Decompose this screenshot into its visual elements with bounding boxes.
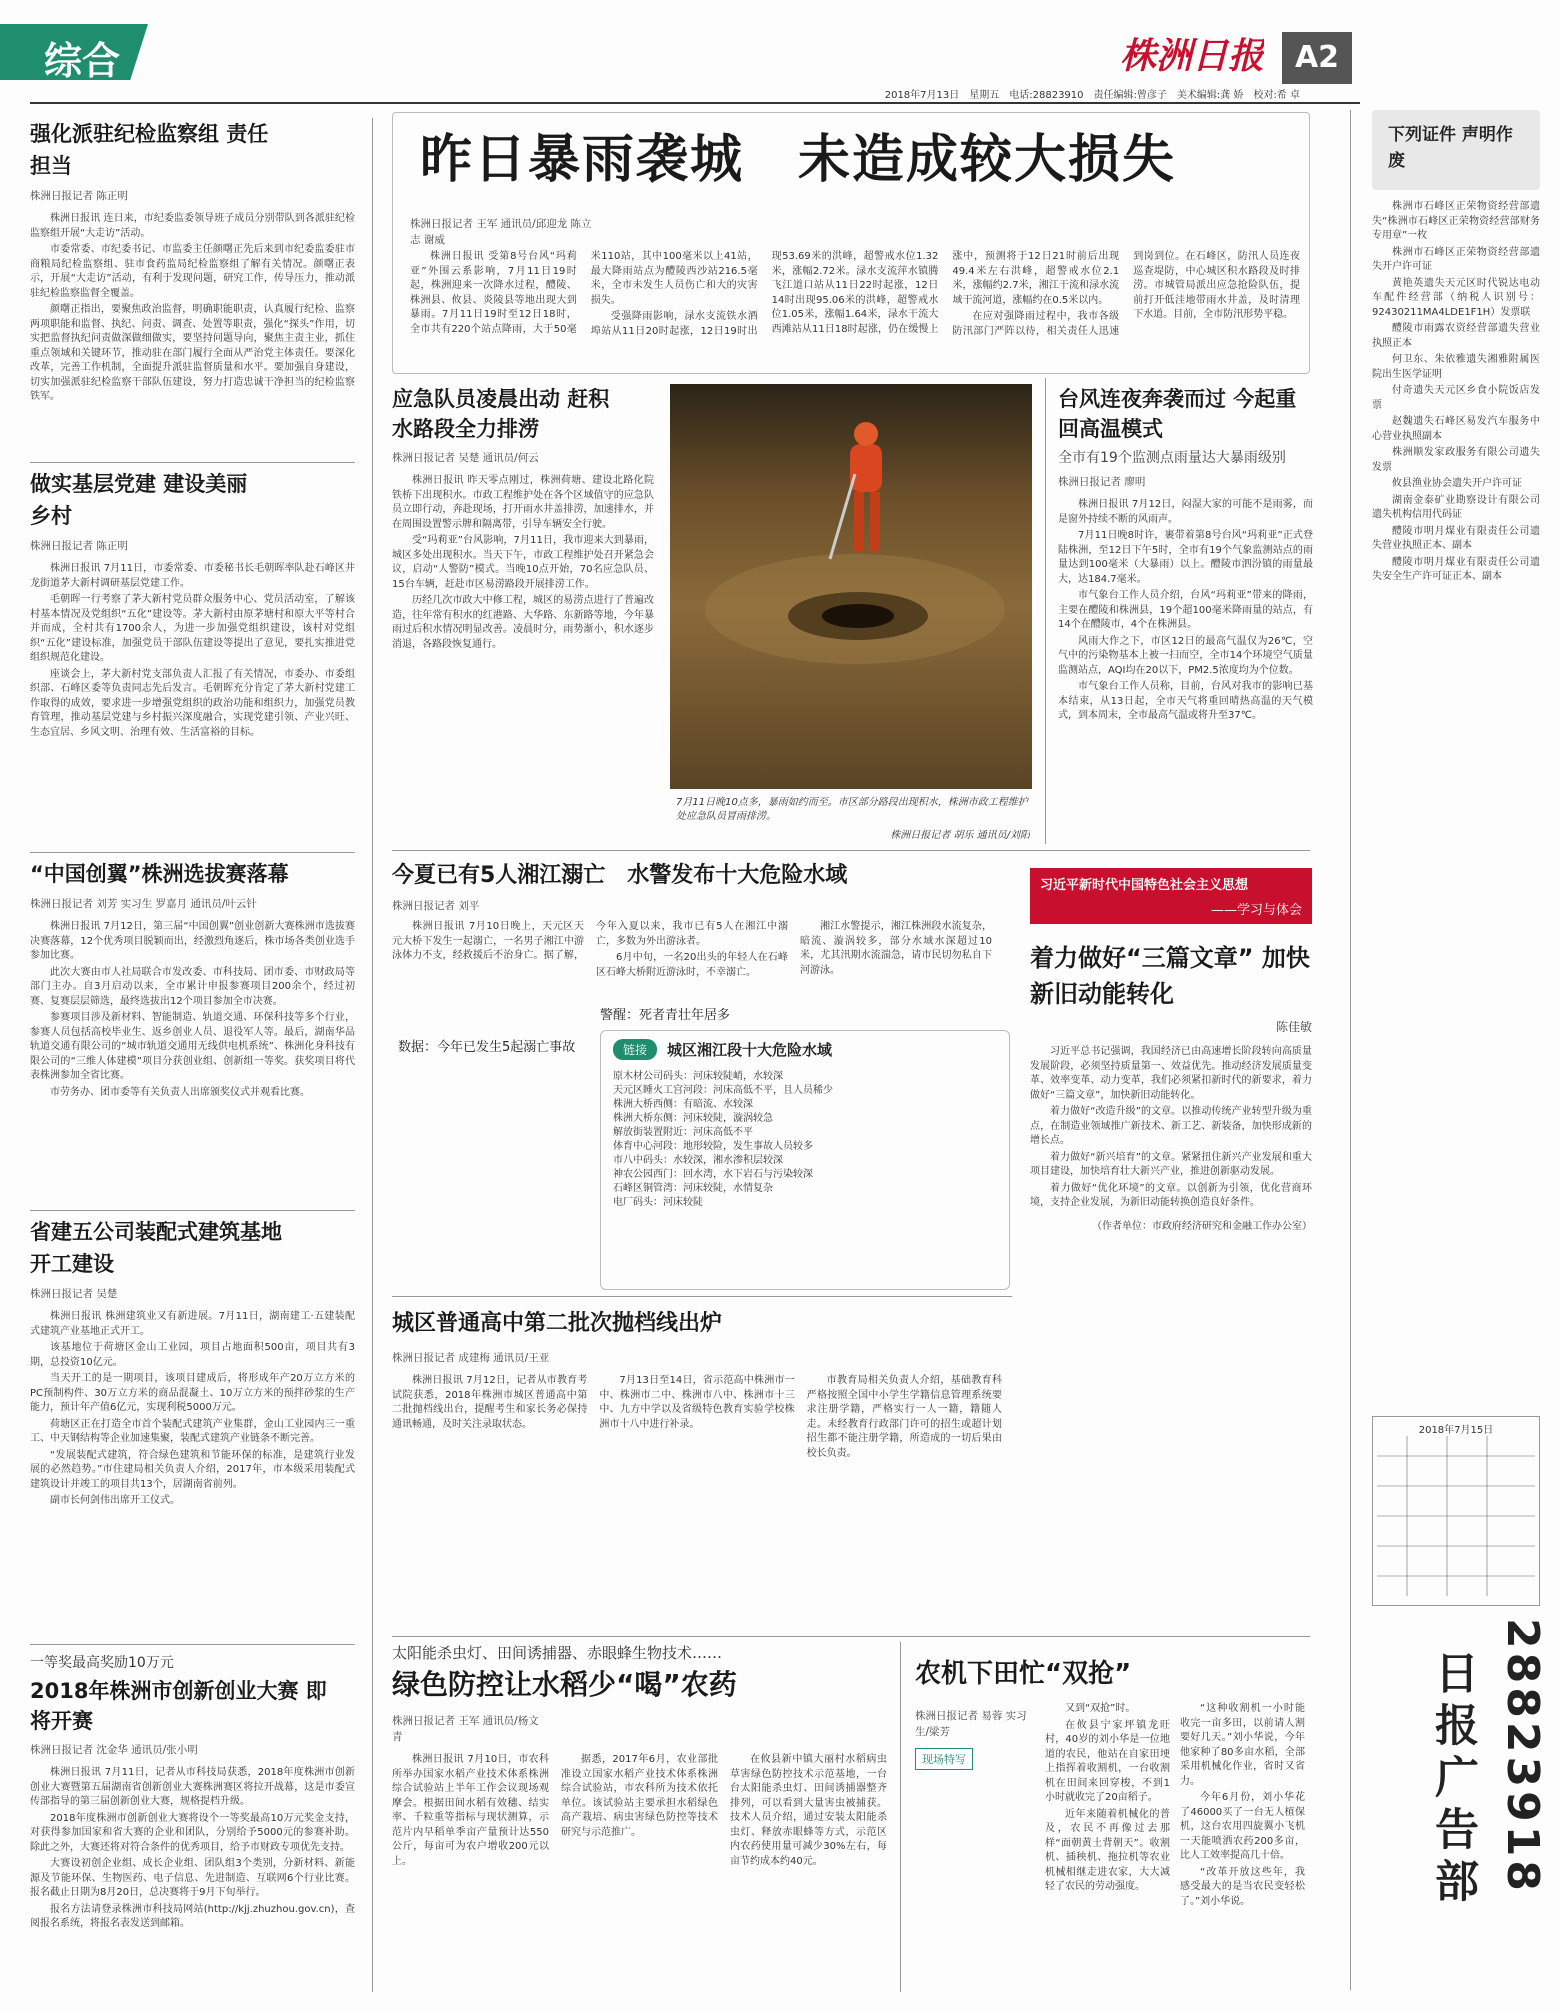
list-item: 株洲大桥西侧：有暗流、水较深 (613, 1099, 753, 1110)
paragraph: 6月中旬，一名20出头的年轻人在石峰区石峰大桥附近游泳时，不幸溺亡。 (596, 952, 788, 978)
column-divider (1045, 378, 1046, 844)
divider (392, 1636, 1310, 1637)
byline: 株洲日报记者 陈正明 (30, 190, 128, 202)
article-startup-contest (30, 1652, 355, 1992)
paragraph: 受“玛莉亚”台风影响，7月11日，我市迎来大到暴雨，城区多处出现积水。当天下午，市政工程维护处召开紧急会议，启动“人警防”模式。当晚10点开始，70名应急队员、15台车辆，赶赴市区易涝路段开展排涝工作。 (392, 535, 654, 590)
notice-item: 湖南金泰矿业勘察设计有限公司遗失机构信用代码证 (1372, 494, 1540, 520)
paragraph: 在攸县宁家坪镇龙旺村，40岁的刘小华是一位地道的农民，他站在自家田埂上指挥着收割机，一台收割机在田间来回穿梭，不到1小时就收完了20亩稻子。 (1045, 1719, 1170, 1803)
notice-item: 黄艳英遗失天元区时代锐达电动车配件经营部（纳税人识别号：92430211MA4LDE1F1H）发票联 (1372, 277, 1540, 318)
paragraph: 株洲日报讯 株洲建筑业又有新进展。7月11日，湖南建工·五建装配式建筑产业基地正式开工。 (30, 1311, 355, 1337)
paragraph: 风雨大作之下，市区12日的最高气温仅为26℃，空气中的污染物基本上被一扫而空，全市14个环境空气质量监测站点，AQI均在20以下，PM2.5浓度均为个位数。 (1058, 635, 1313, 676)
headline: 2018年株洲市创新创业大赛 即将开赛 (30, 1679, 327, 1733)
link-badge: 链接 (613, 1039, 657, 1060)
green-body (392, 1753, 887, 1963)
headline: 省建五公司装配式建筑基地 开工建设 (30, 1220, 282, 1276)
dateline: 2018年7月13日 星期五 电话:28823910 责任编辑:曾彦子 美术编辑:龚 娇 校对:希 卓 (884, 90, 1300, 101)
drowning-warning: 警醒：死者青壮年居多 (600, 1008, 731, 1023)
paragraph: 7月11日晚8时许，裹带着第8号台风“玛莉亚”正式登陆株洲，至12日下午5时，全市有19个气象监测站点的雨量达到100毫米（大暴雨）以上。醴陵市泗汾镇的雨量最大，达184.7毫米。 (1058, 530, 1313, 585)
article-prefab-base (30, 1216, 355, 1641)
kicker: 一等奖最高奖励10万元 (30, 1655, 174, 1671)
article-farm (915, 1642, 1310, 1992)
article-school (392, 1300, 1012, 1630)
paragraph: 株洲日报讯 7月12日，第三届“中国创翼”创业创新大赛株洲市选拔赛决赛落幕，12个优秀项目脱颖而出，经激烈角逐后，株市场各类创业选手参加比赛。 (30, 921, 355, 961)
link-title: 城区湘江段十大危险水域 (667, 1041, 833, 1059)
paragraph: 市委常委、市纪委书记、市监委主任颜曙正先后来到市纪委监委驻市商粮局纪检监察组、驻市食药监局纪检监察组了解有关情况。颜曙正表示，开展“大走访”活动，有利于发现问题，研究工作，传导压力，推动派驻纪检监察监督全覆盖。 (30, 244, 355, 299)
column-divider (1350, 110, 1351, 1990)
list-item: 天元区睡火工宫河段：河床高低不平，且人员稀少 (613, 1085, 833, 1096)
drowning-subhead: 数据：今年已发生5起溺亡事故 (398, 1040, 576, 1055)
paragraph: 市教育局相关负责人介绍，基础教育科严格按照全国中小学生学籍信息管理系统要求注册学籍，严格实行一人一籍，籍随人走。未经教育行政部门许可的招生或超计划招生都不能注册学籍，所造成的一切后果由校长负责。 (806, 1375, 1002, 1459)
notice-item: 醴陵市明月煤业有限责任公司遗失安全生产许可证正本、副本 (1372, 556, 1540, 582)
paragraph: 株洲日报讯 连日来，市纪委监委领导班子成员分别带队到各派驻纪检监察组开展“大走访”活动。 (30, 213, 355, 239)
divider (30, 1644, 355, 1645)
headline: 应急队员凌晨出动 赶积水路段全力排涝 (392, 387, 610, 441)
paragraph: 株洲日报讯 7月10日，市农科所举办国家水稻产业技术体系株洲综合试验站上半年工作会议现场观摩会。根据田间水稻有效穗、结实率、千粒重等指标与现状测算，示范片内早稻单季亩产量预计达550公斤，每亩可为农户增收200元以上。 (392, 1754, 549, 1867)
paragraph: 市劳务办、团市委等有关负责人出席颁奖仪式并观看比赛。 (50, 1086, 310, 1098)
article-rural-party (30, 468, 355, 848)
kicker: 太阳能杀虫灯、田间诱捕器、赤眼蜂生物技术…… (392, 1644, 723, 1662)
paragraph: 株洲日报讯 7月11日，市委常委、市委秘书长毛朝晖率队赴石峰区井龙街道茅大新村调研基层党建工作。 (30, 563, 355, 589)
article-party-supervision (30, 118, 355, 458)
paragraph: “这种收割机一小时能收完一亩多田，以前请人割要好几天。”刘小华说，今年他家种了80多亩水稻，全部采用机械化作业，省时又省力。 (1180, 1703, 1305, 1787)
paragraph: 在应对强降雨过程中，我市各级防汛部门严阵以待，相关责任人迅速到岗到位。在石峰区，防汛人员连夜巡查堤防，中心城区积水路段及时排涝。市城管局派出应急抢险队伍，提前打开低洼地带雨水井盖，及时清理下水道。目前，全市防汛形势平稳。 (952, 251, 1300, 337)
paragraph: “发展装配式建筑，符合绿色建筑和节能环保的标准，是建筑行业发展的必然趋势。”市住建局相关负责人介绍，2017年，市本级采用装配式建筑设计并竣工的项目共13个，居湖南省前列。 (30, 1449, 355, 1490)
byline: 株洲日报记者 易蓉 实习生/梁芳 (915, 1710, 1027, 1738)
list-item: 电厂码头：河床较陡 (613, 1197, 703, 1208)
paragraph: 毛朝晖一行考察了茅大新村党员群众服务中心、党员活动室，了解该村基本情况及党组织“五化”建设等。茅大新村由原茅塘村和原大平等村合并而成，全村共有1700余人，为进一步加强党组织建设，该村对党组织“五化”建设标准，加强党员干部队伍建设等提出了意见，要扎实推进党组织规范化建设。 (30, 594, 355, 663)
list-item: 石峰区铜管湾：河床较陡，水情复杂 (613, 1183, 773, 1194)
notice-item: 株洲顺发家政服务有限公司遗失发票 (1372, 447, 1540, 473)
author-note: （作者单位：市政府经济研究和金融工作办公室） (1092, 1220, 1312, 1232)
paragraph: 株洲日报讯 7月12日，记者从市教育考试院获悉，2018年株洲市城区普通高中第二批抛档线出台，提醒考生和家长务必保持通讯畅通，及时关注录取状态。 (392, 1375, 588, 1430)
divider (392, 850, 1310, 851)
headline: 强化派驻纪检监察组 责任担当 (30, 122, 269, 178)
byline: 株洲日报记者 王军 通讯员/杨文青 (392, 1715, 539, 1743)
notice-item: 赵魏遗失石峰区易发汽车服务中心营业执照副本 (1372, 416, 1540, 442)
paragraph: 该基地位于荷塘区金山工业园，项目占地面积500亩，项目共有3期，总投资10亿元。 (30, 1342, 355, 1368)
divider (30, 852, 355, 853)
list-item: 原木材公司码头：河床较陡峭，水较深 (613, 1071, 783, 1082)
notice-item: 攸县渔业协会遗失开户许可证 (1392, 478, 1522, 489)
danger-list (613, 1070, 997, 1210)
masthead-rule (30, 102, 1360, 104)
headline: “中国创翼”株洲选拔赛落幕 (30, 862, 289, 886)
flood-photo-illustration (670, 384, 1032, 789)
notice-item: 株洲市石峰区正荣物资经营部遗失“株洲市石峰区正荣物资经营部财务专用章”一枚 (1372, 201, 1540, 241)
divider (30, 1210, 355, 1211)
byline: 株洲日报记者 陈正明 (30, 540, 128, 552)
byline: 株洲日报记者 刘芳 实习生 罗嘉月 通讯员/叶云针 (30, 898, 257, 910)
paragraph: 在攸县新中镇大丽村水稻病虫草害绿色防控技术示范基地，一台台太阳能杀虫灯、田间诱捕器整齐排列，可以看到大量害虫被捕获。技术人员介绍，通过安装太阳能杀虫灯、释放赤眼蜂等方式，示范区内农药使用量可减少30%左右，每亩节约成本约40元。 (730, 1754, 887, 1867)
page-number: A2 (1282, 32, 1352, 84)
paragraph: 株洲日报讯 7月10日晚上，天元区天元大桥下发生一起溺亡，一名男子湘江中游泳体力不支，经救援后不治身亡。据了解，今年入夏以来，我市已有5人在湘江中溺亡，多数为外出游泳者。 (392, 921, 788, 961)
article-green-control (392, 1642, 892, 1992)
list-item: 市八中码头：水较深，湘水渗积层较深 (613, 1155, 783, 1166)
banner-title: 习近平新时代中国特色社会主义思想 (1040, 878, 1249, 893)
paragraph: 着力做好“新兴培育”的文章。紧紧扭住新兴产业发展和重大项目建设，加快培育壮大新兴产业，推进创新驱动发展。 (1030, 1151, 1312, 1177)
paragraph: 据悉，2017年6月，农业部批准设立国家水稻产业技术体系株洲综合试验站，市农科所为技术依托单位。该试验站主要承担水稻绿色高产栽培、病虫害绿色防控等技术研究与示范推广。 (561, 1754, 718, 1838)
notice-footer-date: 2018年7月15日 (1418, 1425, 1494, 1436)
paragraph: 湘江水警提示，湘江株洲段水流复杂，暗流、漩涡较多，部分水域水深超过10米，尤其汛期水流湍急，请市民切勿私自下河游泳。 (800, 921, 992, 976)
paragraph: 历经几次市政大中修工程，城区的易涝点进行了普遍改造，往年常有积水的红港路、大华路、东新路等地，今年暴雨过后积水情况明显改善。凌晨时分，雨势渐小，积水逐步消退，各路段恢复通行。 (392, 595, 654, 650)
paragraph: 7月13日至14日，省示范高中株洲市一中、株洲市二中、株洲市八中、株洲市十三中、九方中学以及省级特色教育实验学校株洲市十八中进行补录。 (599, 1375, 795, 1430)
photo-credit: 株洲日报记者 胡乐 通讯员/刘阳 (890, 830, 1030, 841)
byline: 株洲日报记者 成建梅 通讯员/王亚 (392, 1352, 550, 1364)
farm-body (1045, 1702, 1305, 1962)
byline: 株洲日报记者 沈金华 通讯员/张小明 (30, 1744, 198, 1756)
list-item: 体育中心河段：地形较险，发生事故人员较多 (613, 1141, 813, 1152)
paragraph: “改革开放这些年，我感受最大的是当农民变轻松了。”刘小华说。 (1180, 1866, 1305, 1907)
list-item: 株洲大桥东侧：河床较陡，漩涡较急 (613, 1113, 773, 1124)
lead-byline: 株洲日报记者 王军 通讯员/邱迎龙 陈立志 谢威 (410, 218, 592, 246)
article-innovation-contest (30, 858, 355, 1208)
school-body (392, 1374, 1002, 1574)
notice-item: 株洲市石峰区正荣物资经营部遗失开户许可证 (1372, 246, 1540, 272)
byline: 株洲日报记者 廖明 (1058, 476, 1146, 488)
divider (392, 1296, 1012, 1297)
paragraph: 着力做好“改造升级”的文章。以推动传统产业转型升级为重点，在制造业领域推广新技术、新工艺、新装备，加快形成新的增长点。 (1030, 1106, 1312, 1146)
paragraph: 大赛设初创企业组、成长企业组、团队组3个类别，分新材料、新能源及节能环保、生物医药、电子信息、先进制造、互联网6个行业比赛。报名截止日期为8月20日，总决赛将于9月下旬举行。 (30, 1858, 355, 1898)
paragraph: 报名方法请登录株洲市科技局网站(http://kjj.zhuzhou.gov.cn)，查阅报名系统，将报名表发送到邮箱。 (30, 1903, 355, 1929)
paragraph: 株洲日报讯 7月11日，记者从市科技局获悉，2018年度株洲市创新创业大赛暨第五届湖南省创新创业大赛株洲赛区将拉开战幕，这是市委宣传部指导的第三届创新创业大赛，规格提档升级。 (30, 1767, 355, 1807)
ad-dept-vertical: 日报广告部 (1427, 1650, 1478, 1910)
paragraph: 市气象台工作人员介绍，台风“玛莉亚”带来的降雨，主要在醴陵和株洲县，19个超100毫米降雨量的站点，有14个在醴陵市，4个在株洲县。 (1058, 590, 1313, 630)
divider (30, 462, 355, 463)
notice-item: 何卫东、朱依雅遗失湘雅附属医院出生医学证明 (1372, 354, 1540, 380)
subheadline: 全市有19个监测点雨量达大暴雨级别 (1058, 450, 1286, 466)
paragraph: 近年来随着机械化的普及，农民不再像过去那样“面朝黄土背朝天”。收割机、插秧机、拖拉机等农业机械相继走进农家，大大减轻了农民的劳动强度。 (1045, 1808, 1170, 1892)
paragraph: 市气象台工作人员称，目前，台风对我市的影响已基本结束，从13日起，全市天气将重回晴热高温的天气模式，到本周末，全市最高气温或将升至37℃。 (1058, 681, 1313, 721)
notice-title: 下列证件 声明作废 (1388, 125, 1513, 171)
paragraph: 参赛项目涉及新材料、智能制造、轨道交通、环保科技等多个行业，参赛人员包括高校毕业生、返乡创业人员、退役军人等。最后，湖南华品轨道交通有限公司的“城市轨道交通用无线供电机系统”、株洲化身科技有限公司的“三维人体建模”项目分获创业组、创新组一等奖。获奖项目将代表株洲参加全省比赛。 (30, 1012, 355, 1081)
flood-photo (670, 384, 1032, 789)
column-banner (1030, 868, 1312, 924)
byline: 株洲日报记者 吴楚 (30, 1288, 118, 1300)
headline: 今夏已有5人湘江溺亡 水警发布十大危险水域 (392, 863, 848, 888)
badge (915, 1748, 973, 1770)
calendar-grid (1377, 1436, 1535, 1596)
paragraph: 着力做好“优化环境”的文章。以创新为引领，优化营商环境，支持企业发展，为新旧动能转换创造良好条件。 (1030, 1182, 1312, 1208)
paragraph: 座谈会上，茅大新村党支部负责人汇报了有关情况，市委办、市委组织部、石峰区委等负责同志先后发言。毛朝晖充分肯定了茅大新村党建工作取得的成效，要求进一步增强党组织的政治功能和组织力，加强党员教育管理，推动基层党建与乡村振兴深度融合，实现党建引领、产业兴旺、生态宜居、乡风文明、治理有效、生活富裕的目标。 (30, 668, 355, 738)
notice-item: 醴陵市雨露农资经营部遗失营业执照正本 (1372, 323, 1540, 349)
paragraph: 受强降雨影响，渌水支流铁水酒埠站从11日20时起涨，12日19时出现53.69米的洪峰，超警戒水位1.32米，涨幅2.72米。渌水支流萍水镇腾飞江道口站从11日22时起涨，12日14时出现95.06米的洪峰，超警戒水位1.05米，涨幅1.64米，渌水干流大西滩站从11日18时起涨，仍在缓慢上涨中，预测将于12日21时前后出现49.4米左右洪峰，超警戒水位2.1米，涨幅约2.7米，湘江干流和渌水流域干流河道，涨幅约在0.5米以内。 (590, 251, 1120, 337)
paragraph: 副市长何剑伟出席开工仪式。 (50, 1495, 180, 1506)
lead-body (410, 250, 1300, 366)
paragraph: 今年6月份，刘小华花了46000买了一台无人植保机，这台农用四旋翼小飞机一天能喷洒农药200多亩，比人工效率提高几十倍。 (1180, 1792, 1305, 1861)
headline: 台风连夜奔袭而过 今起重回高温模式 (1058, 387, 1297, 441)
paragraph: 此次大赛由市人社局联合市发改委、市科技局、团市委、市财政局等部门主办。自3月启动以来，全市累计申报参赛项目200余个，经过初赛、复赛层层筛选，最终选拔出12个项目参加全市决赛。 (30, 966, 355, 1007)
article-heat (1058, 378, 1313, 844)
headline: 农机下田忙“双抢” (915, 1659, 1132, 1689)
headline: 城区普通高中第二批次抛档线出炉 (392, 1311, 723, 1336)
author: 陈佳敏 (1275, 1020, 1312, 1034)
ad-phone-vertical: 28823918 (1497, 1618, 1548, 1895)
list-item: 解放街装置附近：河床高低不平 (613, 1127, 753, 1138)
paragraph: 株洲日报讯 受第8号台风“玛莉亚”外围云系影响，7月11日19时起，株洲迎来一次降水过程，醴陵、株洲县、攸县、炎陵县等地出现大到暴雨。7月11日19时至12日18时，全市共有220个站点降雨，大于50毫米110站，其中100毫米以上41站，最大降雨站点为醴陵西沙站216.5毫米，全市未发生人员伤亡和大的灾害损失。 (410, 251, 758, 335)
paragraph: 荷塘区正在打造全市首个装配式建筑产业集群，金山工业园内三一重工、中天钢结构等企业加速集聚，装配式建筑产业链条不断完善。 (30, 1418, 355, 1444)
paragraph: 习近平总书记强调，我国经济已由高速增长阶段转向高质量发展阶段，必须坚持质量第一、效益优先。推动经济发展质量变革、效率变革、动力变革，我们必须紧扣新时代的新要求，着力做好“三篇文章”，加快新旧动能转化。 (1030, 1046, 1312, 1101)
headline: 绿色防控让水稻少“喝”农药 (392, 1668, 737, 1701)
article-column (1030, 930, 1312, 1630)
paragraph: 又到“双抢”时。 (1065, 1703, 1136, 1714)
section-label: 综合 (44, 39, 121, 83)
badge-label: 现场特写 (922, 1753, 966, 1766)
byline: 株洲日报记者 刘平 (392, 900, 480, 912)
paragraph: 2018年度株洲市创新创业大赛将设个一等奖最高10万元奖金支持，对获得参加国家和省大赛的企业和团队，分别给予5000元的参赛补助。除此之外，大赛还将对符合条件的优秀项目，给予市财政专项优先支持。 (30, 1812, 355, 1853)
banner-subtitle: ——学习与体会 (1210, 903, 1302, 918)
list-item: 神农公园西门：回水湾，水下岩石与污染较深 (613, 1169, 813, 1180)
column-divider (900, 1642, 901, 1992)
paragraph: 株洲日报讯 昨天零点刚过，株洲荷塘、建设北路化院铁桥下出现积水。市政工程维护处在各个区域值守的应急队员立即行动，奔赴现场，打开雨水井盖排涝，加速排水，并在周围设置警示牌和隔离带，引导车辆安全行驶。 (392, 475, 654, 530)
headline: 做实基层党建 建设美丽乡村 (30, 472, 248, 528)
notice-item: 付奇遗失天元区乡食小院饭店发票 (1372, 385, 1540, 411)
paragraph: 颜曙正指出，要聚焦政治监督，明确职能职责，认真履行纪检、监察两项职能和监督、执纪、问责、调查、处置等职责，强化“探头”作用，切实把监督执纪问责做深做细做实，要坚持问题导向，聚焦主责主业，抓住重点领域和关键环节，推动驻在部门履行全面从严治党主体责任。要深化改革，完善工作机制，全面提升派驻监督质量和水平。要加强自身建设，切实加强派驻纪检监察干部队伍建设，努力打造忠诚干净担当的纪检监察铁军。 (30, 304, 355, 402)
notice-header (1372, 110, 1540, 190)
column-divider (372, 118, 373, 1992)
notice-item: 醴陵市明月煤业有限责任公司遗失营业执照正本、副本 (1372, 525, 1540, 551)
headline: 着力做好“三篇文章” 加快新旧动能转化 (1030, 944, 1310, 1008)
notice-footer-box (1372, 1416, 1540, 1606)
photo-caption: 7月11日晚10点多，暴雨如约而至。市区部分路段出现积水，株洲市政工程维护处应急队员冒雨排涝。 (676, 797, 1028, 822)
article-rescue (392, 378, 654, 844)
paragraph: 株洲日报讯 7月12日，闷湿大家的可能不是雨雾，而是窗外持续不断的风雨声。 (1058, 499, 1313, 525)
link-box (600, 1030, 1010, 1290)
byline: 株洲日报记者 吴楚 通讯员/何云 (392, 452, 539, 464)
lead-headline: 昨日暴雨袭城 未造成较大损失 (420, 130, 1177, 190)
paper-logo: 株洲日报 (1120, 35, 1265, 77)
paragraph: 当天开工的是一期项目，该项目建成后，将形成年产20万立方米的PC预制构件、30万立方米的商品混凝土、10万立方米的预拌砂浆的生产能力，预计年产值6亿元，实现利税5000万元。 (30, 1373, 355, 1413)
